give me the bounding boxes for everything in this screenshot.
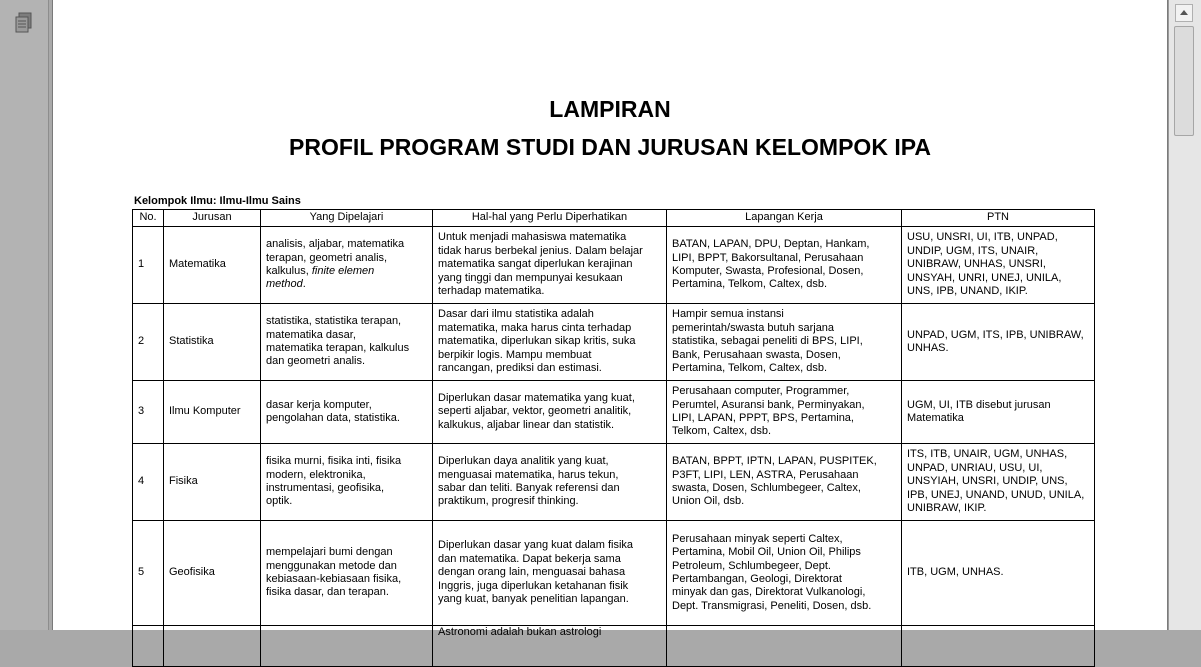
scroll-up-arrow-icon[interactable]: [1175, 4, 1193, 22]
cell-dipelajari: [261, 626, 433, 667]
cell-ptn: UGM, UI, ITB disebut jurusan Matematika: [902, 381, 1095, 444]
pages-icon[interactable]: [14, 12, 34, 34]
cell-jurusan: Ilmu Komputer: [164, 381, 261, 444]
scroll-thumb[interactable]: [1174, 26, 1194, 136]
cell-no: [133, 626, 164, 667]
cell-perhatikan: Diperlukan dasar matematika yang kuat, seperti aljabar, vektor, geometri analitik, kalkukus, aljabar linear dan statistik.: [433, 381, 667, 444]
cell-no: 1: [133, 227, 164, 304]
cell-lapangan: BATAN, BPPT, IPTN, LAPAN, PUSPITEK, P3FT, LIPI, LEN, ASTRA, Perusahaan swasta, Dosen, Schlumbegeer, Caltex, Union Oil, dsb.: [667, 444, 902, 521]
cell-dipelajari: statistika, statistika terapan, matematika dasar, matematika terapan, kalkulus dan geometri analis.: [261, 304, 433, 381]
table-row: [133, 227, 1095, 304]
cell-perhatikan: Astronomi adalah bukan astrologi: [433, 626, 667, 667]
cell-lapangan: Perusahaan minyak seperti Caltex, Pertamina, Mobil Oil, Union Oil, Philips Petroleum, Schlumbegeer, Dept. Pertambangan, Geologi, Direktorat minyak dan gas, Direktorat Vulkanologi, Dept. Transmigrasi, Peneliti, Dosen, dsb.: [667, 521, 902, 626]
cell-no: 3: [133, 381, 164, 444]
cell-jurusan: Geofisika: [164, 521, 261, 626]
vertical-scrollbar[interactable]: [1168, 0, 1201, 630]
cell-ptn: ITB, UGM, UNHAS.: [902, 521, 1095, 626]
left-panel: [0, 0, 49, 630]
cell-no: 2: [133, 304, 164, 381]
cell-perhatikan: Diperlukan daya analitik yang kuat, menguasai matematika, harus tekun, sabar dan teliti. Banyak referensi dan praktikum, progresif thinking.: [433, 444, 667, 521]
cell-lapangan: Hampir semua instansi pemerintah/swasta butuh sarjana statistika, sebagai peneliti di BPS, LIPI, Bank, Perusahaan swasta, Dosen, Pertamina, Telkom, Caltex, dsb.: [667, 304, 902, 381]
cell-dipelajari-end: .: [302, 278, 306, 291]
cell-perhatikan: Untuk menjadi mahasiswa matematika tidak harus berbekal jenius. Dalam belajar matematika sangat diperlukan kerajinan yang tinggi dan mempunyai kesukaan terhadap matematika.: [433, 227, 667, 304]
cell-perhatikan: Diperlukan dasar yang kuat dalam fisika dan matematika. Dapat bekerja sama dengan orang lain, menguasai bahasa Inggris, juga diperlukan ketahanan fisik yang kuat, banyak penelitian lapangan.: [433, 521, 667, 626]
cell-no: 5: [133, 521, 164, 626]
document-subtitle-heading: PROFIL PROGRAM STUDI DAN JURUSAN KELOMPOK IPA: [289, 134, 931, 160]
cell-jurusan: Statistika: [164, 304, 261, 381]
cell-ptn: ITS, ITB, UNAIR, UGM, UNHAS, UNPAD, UNRIAU, USU, UI, UNSYIAH, UNSRI, UNDIP, UNS, IPB, UNEJ, UNAND, UNUD, UNILA, UNIBRAW, IKIP.: [902, 444, 1095, 521]
cell-jurusan: Fisika: [164, 444, 261, 521]
table-header-row: [133, 210, 1095, 227]
group-label: Kelompok Ilmu: Ilmu-Ilmu Sains: [134, 195, 301, 207]
header-perhatikan: Hal-hal yang Perlu Diperhatikan: [433, 210, 667, 227]
cell-dipelajari-text: analisis, aljabar, matematika terapan, geometri analis, kalkulus,: [266, 238, 405, 277]
cell-dipelajari-italic: finite elemen method: [266, 265, 375, 291]
header-ptn: PTN: [902, 210, 1095, 227]
cell-ptn: USU, UNSRI, UI, ITB, UNPAD, UNDIP, UGM, ITS, UNAIR, UNIBRAW, UNHAS, UNSRI, UNSYAH, UNRI, UNEJ, UNILA, UNS, IPB, UNAND, IKIP.: [902, 227, 1095, 304]
header-no: No.: [133, 210, 164, 227]
cell-dipelajari: [261, 227, 433, 304]
document-title: LAMPIRAN: [549, 96, 671, 122]
cell-lapangan: Perusahaan computer, Programmer, Perumtel, Asuransi bank, Perminyakan, LIPI, LAPAN, PPPT, BPS, Pertamina, Telkom, Caltex, dsb.: [667, 381, 902, 444]
cell-ptn: UNPAD, UGM, ITS, IPB, UNIBRAW, UNHAS.: [902, 304, 1095, 381]
cell-perhatikan: Dasar dari ilmu statistika adalah matematika, maka harus cinta terhadap matematika, diperlukan sikap kritis, suka berpikir logis. Mampu membuat rancangan, prediksi dan estimasi.: [433, 304, 667, 381]
program-table: [132, 209, 1095, 667]
header-dipelajari: Yang Dipelajari: [261, 210, 433, 227]
cell-jurusan: [164, 626, 261, 667]
table-row: [133, 304, 1095, 381]
cell-dipelajari: dasar kerja komputer, pengolahan data, statistika.: [261, 381, 433, 444]
cell-jurusan: Matematika: [164, 227, 261, 304]
header-lapangan: Lapangan Kerja: [667, 210, 902, 227]
cell-no: 4: [133, 444, 164, 521]
table-row: [133, 381, 1095, 444]
cell-lapangan: [667, 626, 902, 667]
table-row: [133, 521, 1095, 626]
cell-ptn: [902, 626, 1095, 667]
cell-dipelajari: mempelajari bumi dengan menggunakan metode dan kebiasaan-kebiasaan fisika, fisika dasar, dan terapan.: [261, 521, 433, 626]
cell-dipelajari: fisika murni, fisika inti, fisika modern, elektronika, instrumentasi, geofisika, optik.: [261, 444, 433, 521]
header-jurusan: Jurusan: [164, 210, 261, 227]
document-page: [52, 0, 1168, 638]
cell-lapangan: BATAN, LAPAN, DPU, Deptan, Hankam, LIPI, BPPT, Bakorsultanal, Perusahaan Komputer, Swasta, Profesional, Dosen, Pertamina, Telkom, Caltex, dsb.: [667, 227, 902, 304]
table-row: [133, 444, 1095, 521]
table-row: [133, 626, 1095, 667]
